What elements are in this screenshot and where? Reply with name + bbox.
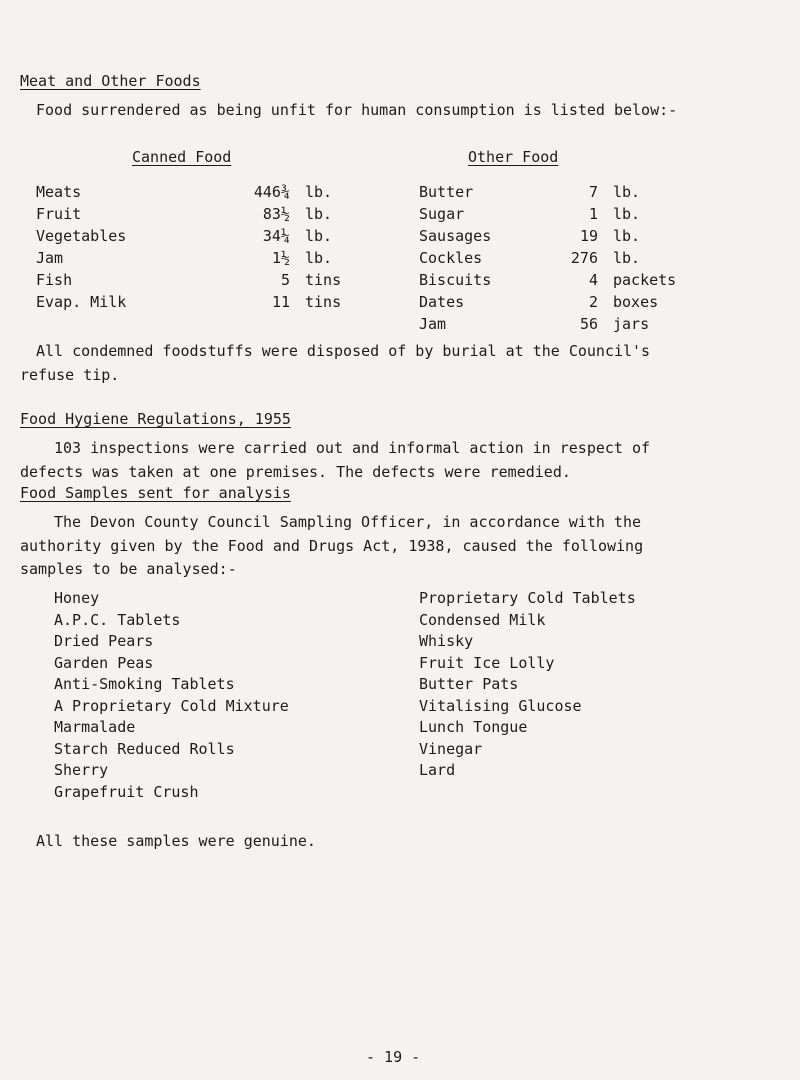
canned-item-unit: lb.: [305, 183, 333, 201]
canned-food-title: Canned Food: [132, 148, 232, 166]
canned-item-unit: lb.: [305, 249, 333, 267]
sample-item: A Proprietary Cold Mixture: [54, 696, 289, 715]
other-item-qty: 19: [579, 227, 598, 245]
canned-item-unit: lb.: [305, 205, 333, 223]
sample-item: Sherry: [54, 761, 109, 779]
sample-item: Vitalising Glucose: [419, 696, 582, 715]
other-food-title: Other Food: [468, 148, 559, 166]
canned-item-unit: lb.: [305, 227, 333, 245]
sample-item: Vinegar: [419, 739, 483, 758]
page-number: - 19 -: [366, 1048, 421, 1066]
sample-item: Lard: [419, 761, 456, 779]
other-item-qty: 276: [570, 249, 598, 267]
disposal-line-2: refuse tip.: [20, 366, 120, 384]
canned-item-qty: 446¾: [253, 183, 290, 201]
other-item-unit: lb.: [613, 183, 641, 201]
sample-item: Starch Reduced Rolls: [54, 739, 235, 758]
other-item-qty: 4: [588, 271, 598, 289]
samples-heading: Food Samples sent for analysis: [20, 484, 291, 502]
canned-item-unit: tins: [305, 293, 342, 311]
canned-item-name: Jam: [36, 249, 64, 267]
canned-item-name: Vegetables: [36, 227, 127, 245]
canned-item-qty: 11: [271, 293, 290, 311]
other-item-unit: lb.: [613, 249, 641, 267]
sample-item: Dried Pears: [54, 632, 154, 650]
other-item-qty: 2: [588, 293, 598, 311]
other-item-unit: boxes: [613, 293, 659, 311]
other-item-unit: jars: [613, 315, 650, 333]
other-item-qty: 56: [579, 315, 598, 333]
hygiene-heading: Food Hygiene Regulations, 1955: [20, 410, 291, 428]
canned-item-qty: 5: [280, 271, 290, 289]
other-item-qty: 1: [588, 205, 598, 223]
samples-line-2: authority given by the Food and Drugs Act, 1938, caused the following: [20, 537, 644, 555]
main-heading: Meat and Other Foods: [20, 72, 201, 90]
canned-item-name: Fruit: [36, 205, 82, 223]
hygiene-line-1: 103 inspections were carried out and informal action in respect of: [54, 439, 651, 457]
other-item-name: Cockles: [419, 249, 483, 267]
other-item-unit: packets: [613, 271, 677, 289]
other-item-name: Sugar: [419, 205, 465, 223]
sample-item: Anti-Smoking Tablets: [54, 675, 235, 693]
sample-item: Garden Peas: [54, 653, 154, 672]
sample-item: Grapefruit Crush: [54, 782, 199, 801]
other-item-unit: lb.: [613, 205, 641, 223]
canned-item-unit: tins: [305, 271, 342, 289]
sample-item: Honey: [54, 589, 100, 607]
hygiene-line-2: defects was taken at one premises. The defects were remedied.: [20, 463, 571, 481]
canned-item-name: Meats: [36, 183, 82, 201]
canned-item-qty: 83½: [262, 205, 290, 223]
other-item-qty: 7: [588, 183, 598, 201]
other-item-unit: lb.: [613, 227, 641, 245]
sample-item: Whisky: [419, 632, 474, 650]
sample-item: Marmalade: [54, 718, 136, 736]
sample-item: Proprietary Cold Tablets: [419, 589, 636, 607]
canned-item-name: Fish: [36, 271, 73, 289]
sample-item: Fruit Ice Lolly: [419, 653, 555, 672]
samples-line-3: samples to be analysed:-: [20, 560, 237, 578]
disposal-line-1: All condemned foodstuffs were disposed of by burial at the Council's: [36, 342, 651, 360]
samples-line-1: The Devon County Council Sampling Officer, in accordance with the: [54, 513, 641, 531]
sample-item: Condensed Milk: [419, 610, 546, 629]
intro-text: Food surrendered as being unfit for human consumption is listed below:-: [36, 101, 678, 119]
other-item-name: Dates: [419, 293, 465, 311]
other-item-name: Butter: [419, 183, 474, 201]
other-item-name: Jam: [419, 315, 447, 333]
canned-item-qty: 1½: [271, 249, 290, 267]
canned-item-qty: 34¼: [262, 227, 290, 245]
sample-item: A.P.C. Tablets: [54, 610, 181, 629]
genuine-note: All these samples were genuine.: [36, 832, 316, 850]
other-item-name: Sausages: [419, 227, 492, 245]
sample-item: Lunch Tongue: [419, 718, 528, 736]
sample-item: Butter Pats: [419, 675, 519, 693]
canned-item-name: Evap. Milk: [36, 293, 127, 311]
other-item-name: Biscuits: [419, 271, 492, 289]
